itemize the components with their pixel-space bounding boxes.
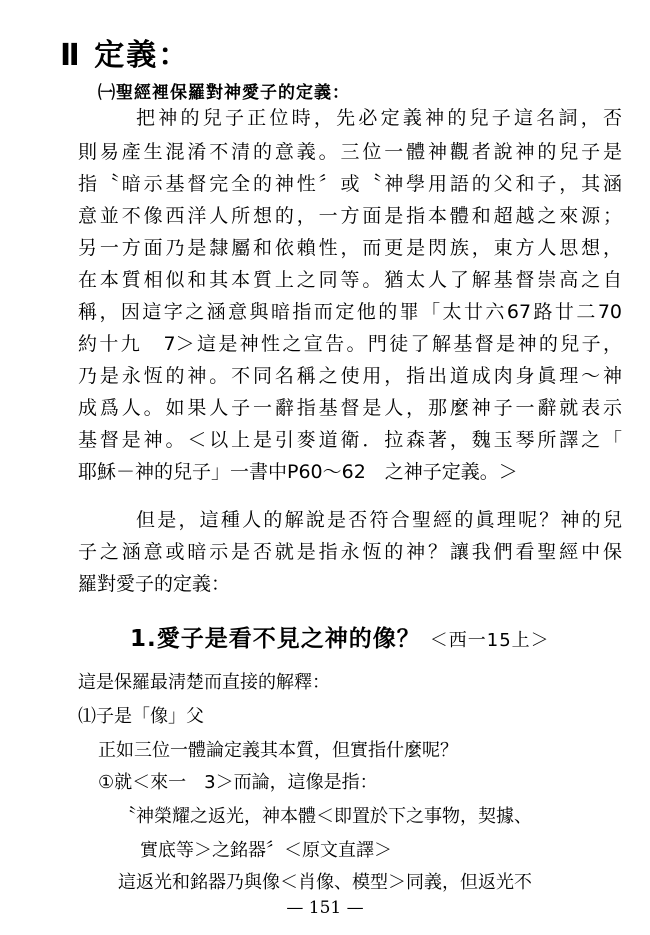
paragraph-line: 乃是永恆的神。不同名稱之使用，指出道成肉身眞理～神 [78,365,622,387]
section-title-reference: ＜西一15上＞ [429,630,550,651]
paragraph-line: 基督是神。＜以上是引麥道衛．拉森著，魏玉琴所譯之「 [78,429,622,451]
numbered-section-title [130,620,550,653]
paragraph-line: 則易產生混淆不清的意義。三位一體神觀者說神的兒子是 [78,141,622,163]
paragraph-line: 這返光和銘器乃與像＜肖像、模型＞同義，但返光不 [118,872,532,893]
paragraph-line: 但是，這種人的解說是否符合聖經的眞理呢？神的兒 [136,509,622,531]
list-item-line: 正如三位一體論定義其本質，但實指什麼呢？ [98,740,458,761]
section-title-text: 1.愛子是看不見之神的像？ [130,626,421,652]
quote-line: 實底等＞之銘器〞＜原文直譯＞ [140,840,392,861]
subsection-heading: ㈠聖經裡保羅對神愛子的定義： [98,83,350,103]
paragraph-line: 約十九 7＞這是神性之宣告。門徒了解基督是神的兒子， [78,333,622,355]
list-item: ⑴子是「像」父 [78,706,204,727]
paragraph-line: 羅對愛子的定義： [78,573,231,595]
paragraph-line: 成爲人。如果人子一辭指基督是人，那麼神子一辭就表示 [78,397,622,419]
sub-item: ①就＜來一 3＞而論，這像是指： [98,772,378,793]
paragraph-line: 意並不像西洋人所想的，一方面是指本體和超越之來源； [78,205,622,227]
paragraph-line: 耶穌－神的兒子」一書中P60～62 之神子定義。＞ [78,461,518,483]
paragraph-line: 稱，因這字之涵意與暗指而定他的罪「太廿六67路廿二70 [78,301,622,323]
section-heading: Ⅱ 定義： [60,38,191,73]
page-number: — 151 — [286,898,364,918]
paragraph-line: 子之涵意或暗示是否就是指永恆的神？讓我們看聖經中保 [78,541,622,563]
explanation-intro: 這是保羅最淸楚而直接的解釋： [78,672,330,693]
paragraph-line: 指〝暗示基督完全的神性〞或〝神學用語的父和子，其涵 [78,173,622,195]
quote-line: 〝神榮耀之返光，神本體＜即置於下之事物，契據、 [118,806,532,827]
paragraph-line: 把神的兒子正位時，先必定義神的兒子這名詞，否 [136,107,622,129]
paragraph-line: 另一方面乃是隸屬和依賴性，而更是閃族，東方人思想， [78,237,622,259]
paragraph-line: 在本質相似和其本質上之同等。猶太人了解基督崇高之自 [78,269,622,291]
